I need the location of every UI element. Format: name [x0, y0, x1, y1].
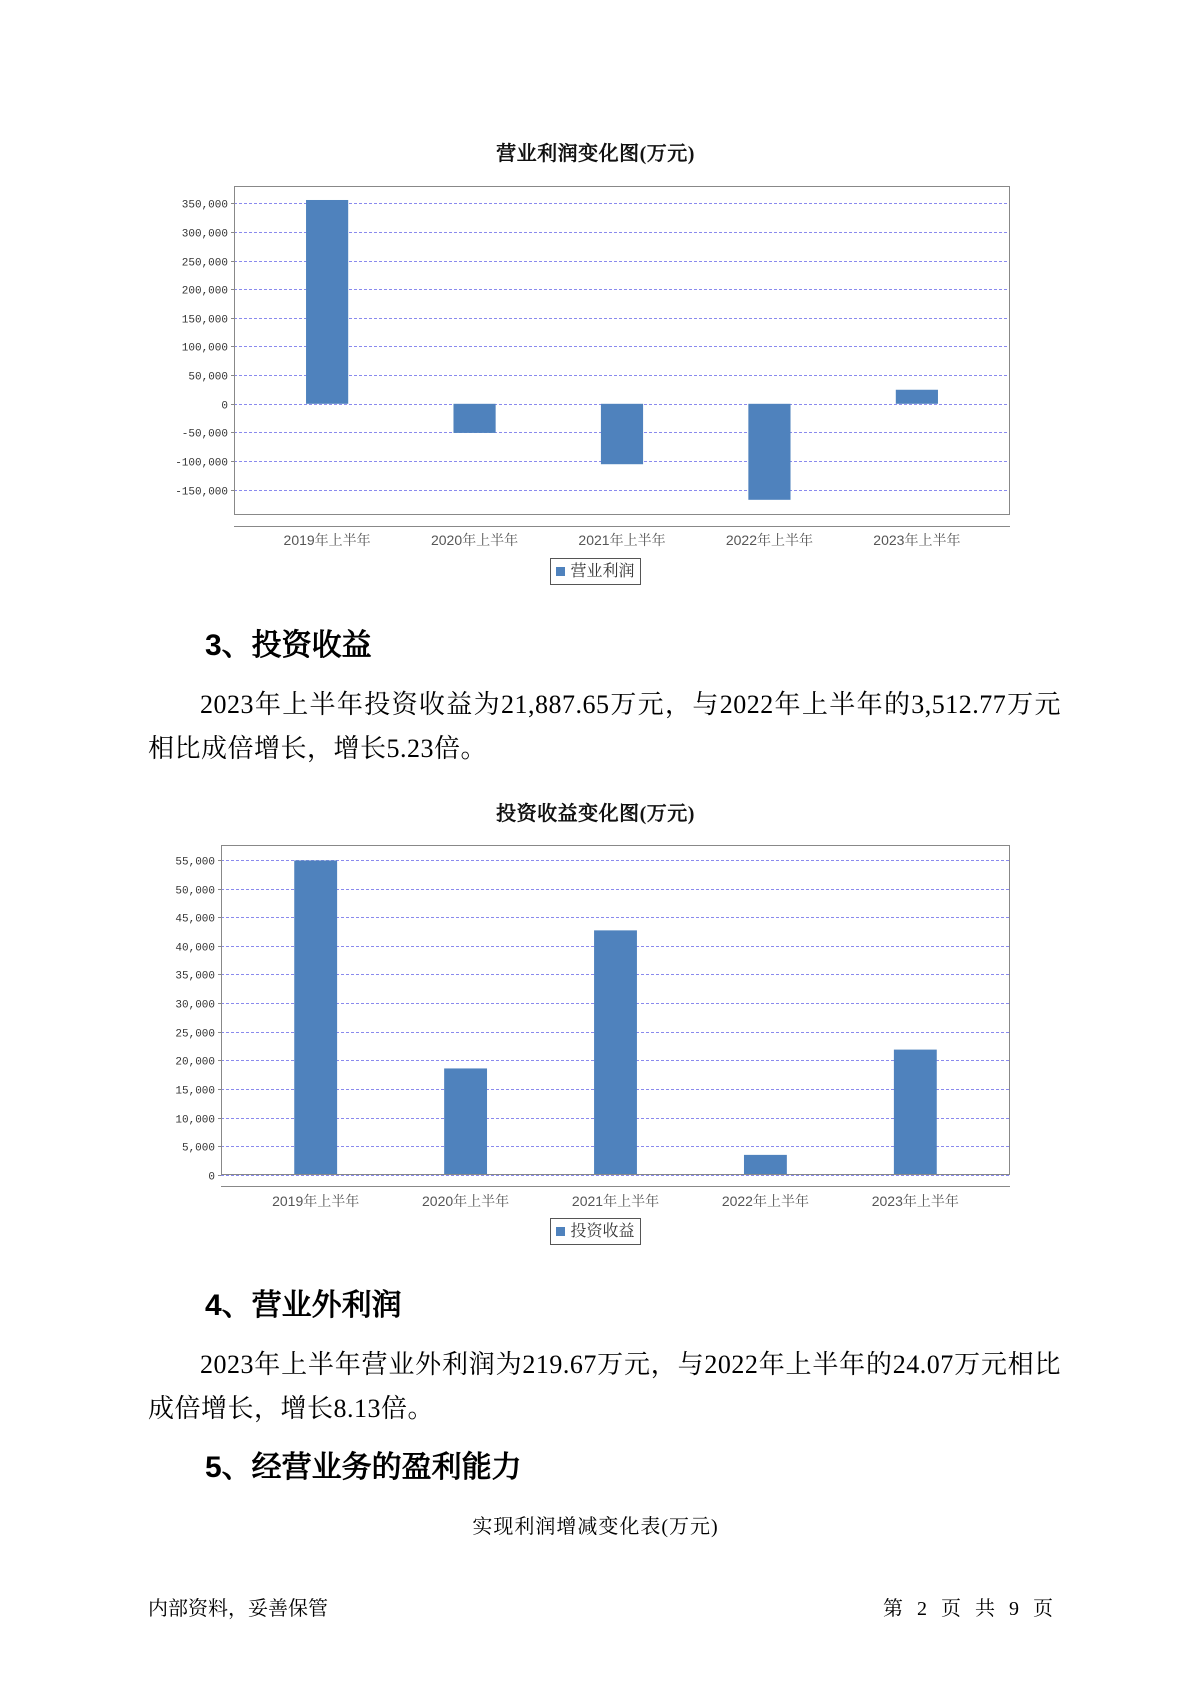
bar-1	[306, 200, 348, 404]
section-heading-non-operating-profit: 4、营业外利润	[205, 1289, 402, 1322]
bar-2	[453, 404, 495, 433]
y-tick-label: 50,000	[175, 885, 215, 898]
y-tick-label: 10,000	[175, 1114, 215, 1127]
legend-swatch	[556, 1227, 565, 1236]
y-tick-label: 0	[221, 400, 228, 413]
investment-income-legend	[550, 1218, 640, 1245]
y-tick-label: 40,000	[175, 942, 215, 955]
y-tick-label: 250,000	[181, 257, 228, 270]
y-tick-label: 0	[208, 1171, 215, 1184]
investment-income-legend-row	[0, 1218, 1191, 1245]
y-tick-label: 50,000	[188, 371, 228, 384]
legend-label: 投资收益	[570, 1222, 635, 1240]
operating-profit-chart-title: 营业利润变化图(万元)	[496, 143, 695, 165]
bar-5	[894, 1050, 937, 1175]
legend-label: 营业利润	[570, 562, 635, 580]
x-tick-label: 2020年上半年	[430, 532, 519, 548]
paragraph-investment-income: 2023年上半年投资收益为21,887.65万元，与2022年上半年的3,512.77万元相比成倍增长，增长5.23倍。	[148, 690, 1061, 763]
bar-2	[444, 1068, 487, 1175]
x-tick-label: 2019年上半年	[283, 532, 371, 548]
investment-income-bar-chart	[0, 830, 1191, 1260]
y-tick-label: 55,000	[175, 856, 215, 869]
section-heading-profitability: 5、经营业务的盈利能力	[205, 1451, 522, 1484]
x-tick-label: 2023年上半年	[871, 1193, 959, 1209]
y-tick-label: 100,000	[181, 342, 228, 355]
y-tick-label: 350,000	[181, 199, 228, 212]
section-heading-investment-income: 3、投资收益	[205, 629, 372, 662]
plot-background	[234, 186, 1010, 515]
bar-4	[744, 1155, 787, 1175]
y-tick-label: 150,000	[181, 314, 228, 327]
footer-confidential-note: 内部资料，妥善保管	[148, 1598, 328, 1620]
bar-1	[294, 860, 337, 1175]
y-tick-label: -150,000	[175, 486, 228, 499]
investment-income-chart-title: 投资收益变化图(万元)	[496, 803, 695, 825]
y-tick-label: 45,000	[175, 913, 215, 926]
footer-page-number: 第 2 页 共 9 页	[883, 1598, 1053, 1620]
y-tick-label: 200,000	[181, 285, 228, 298]
bar-5	[896, 390, 938, 404]
y-tick-label: -50,000	[181, 428, 228, 441]
y-tick-label: -100,000	[175, 457, 228, 470]
bar-3	[601, 404, 643, 464]
x-tick-label: 2022年上半年	[725, 532, 814, 548]
y-tick-label: 30,000	[175, 999, 215, 1012]
y-tick-label: 20,000	[175, 1056, 215, 1069]
bar-4	[748, 404, 790, 500]
operating-profit-legend	[550, 558, 640, 585]
y-tick-label: 15,000	[175, 1085, 215, 1098]
bar-3	[594, 930, 637, 1175]
y-tick-label: 25,000	[175, 1028, 215, 1041]
x-tick-label: 2022年上半年	[721, 1193, 809, 1209]
y-tick-label: 35,000	[175, 970, 215, 983]
y-tick-label: 5,000	[181, 1142, 215, 1155]
x-tick-label: 2023年上半年	[873, 532, 961, 548]
operating-profit-bar-chart	[0, 170, 1191, 600]
x-tick-label: 2021年上半年	[571, 1193, 660, 1209]
paragraph-non-operating-profit: 2023年上半年营业外利润为219.67万元，与2022年上半年的24.07万元相比成倍增长，增长8.13倍。	[148, 1350, 1061, 1423]
table-caption: 实现利润增减变化表(万元)	[472, 1516, 719, 1538]
x-tick-label: 2020年上半年	[422, 1193, 510, 1209]
operating-profit-legend-row	[0, 558, 1191, 585]
legend-swatch	[556, 567, 565, 576]
x-tick-label: 2019年上半年	[272, 1193, 360, 1209]
x-tick-label: 2021年上半年	[578, 532, 666, 548]
y-tick-label: 300,000	[181, 228, 228, 241]
